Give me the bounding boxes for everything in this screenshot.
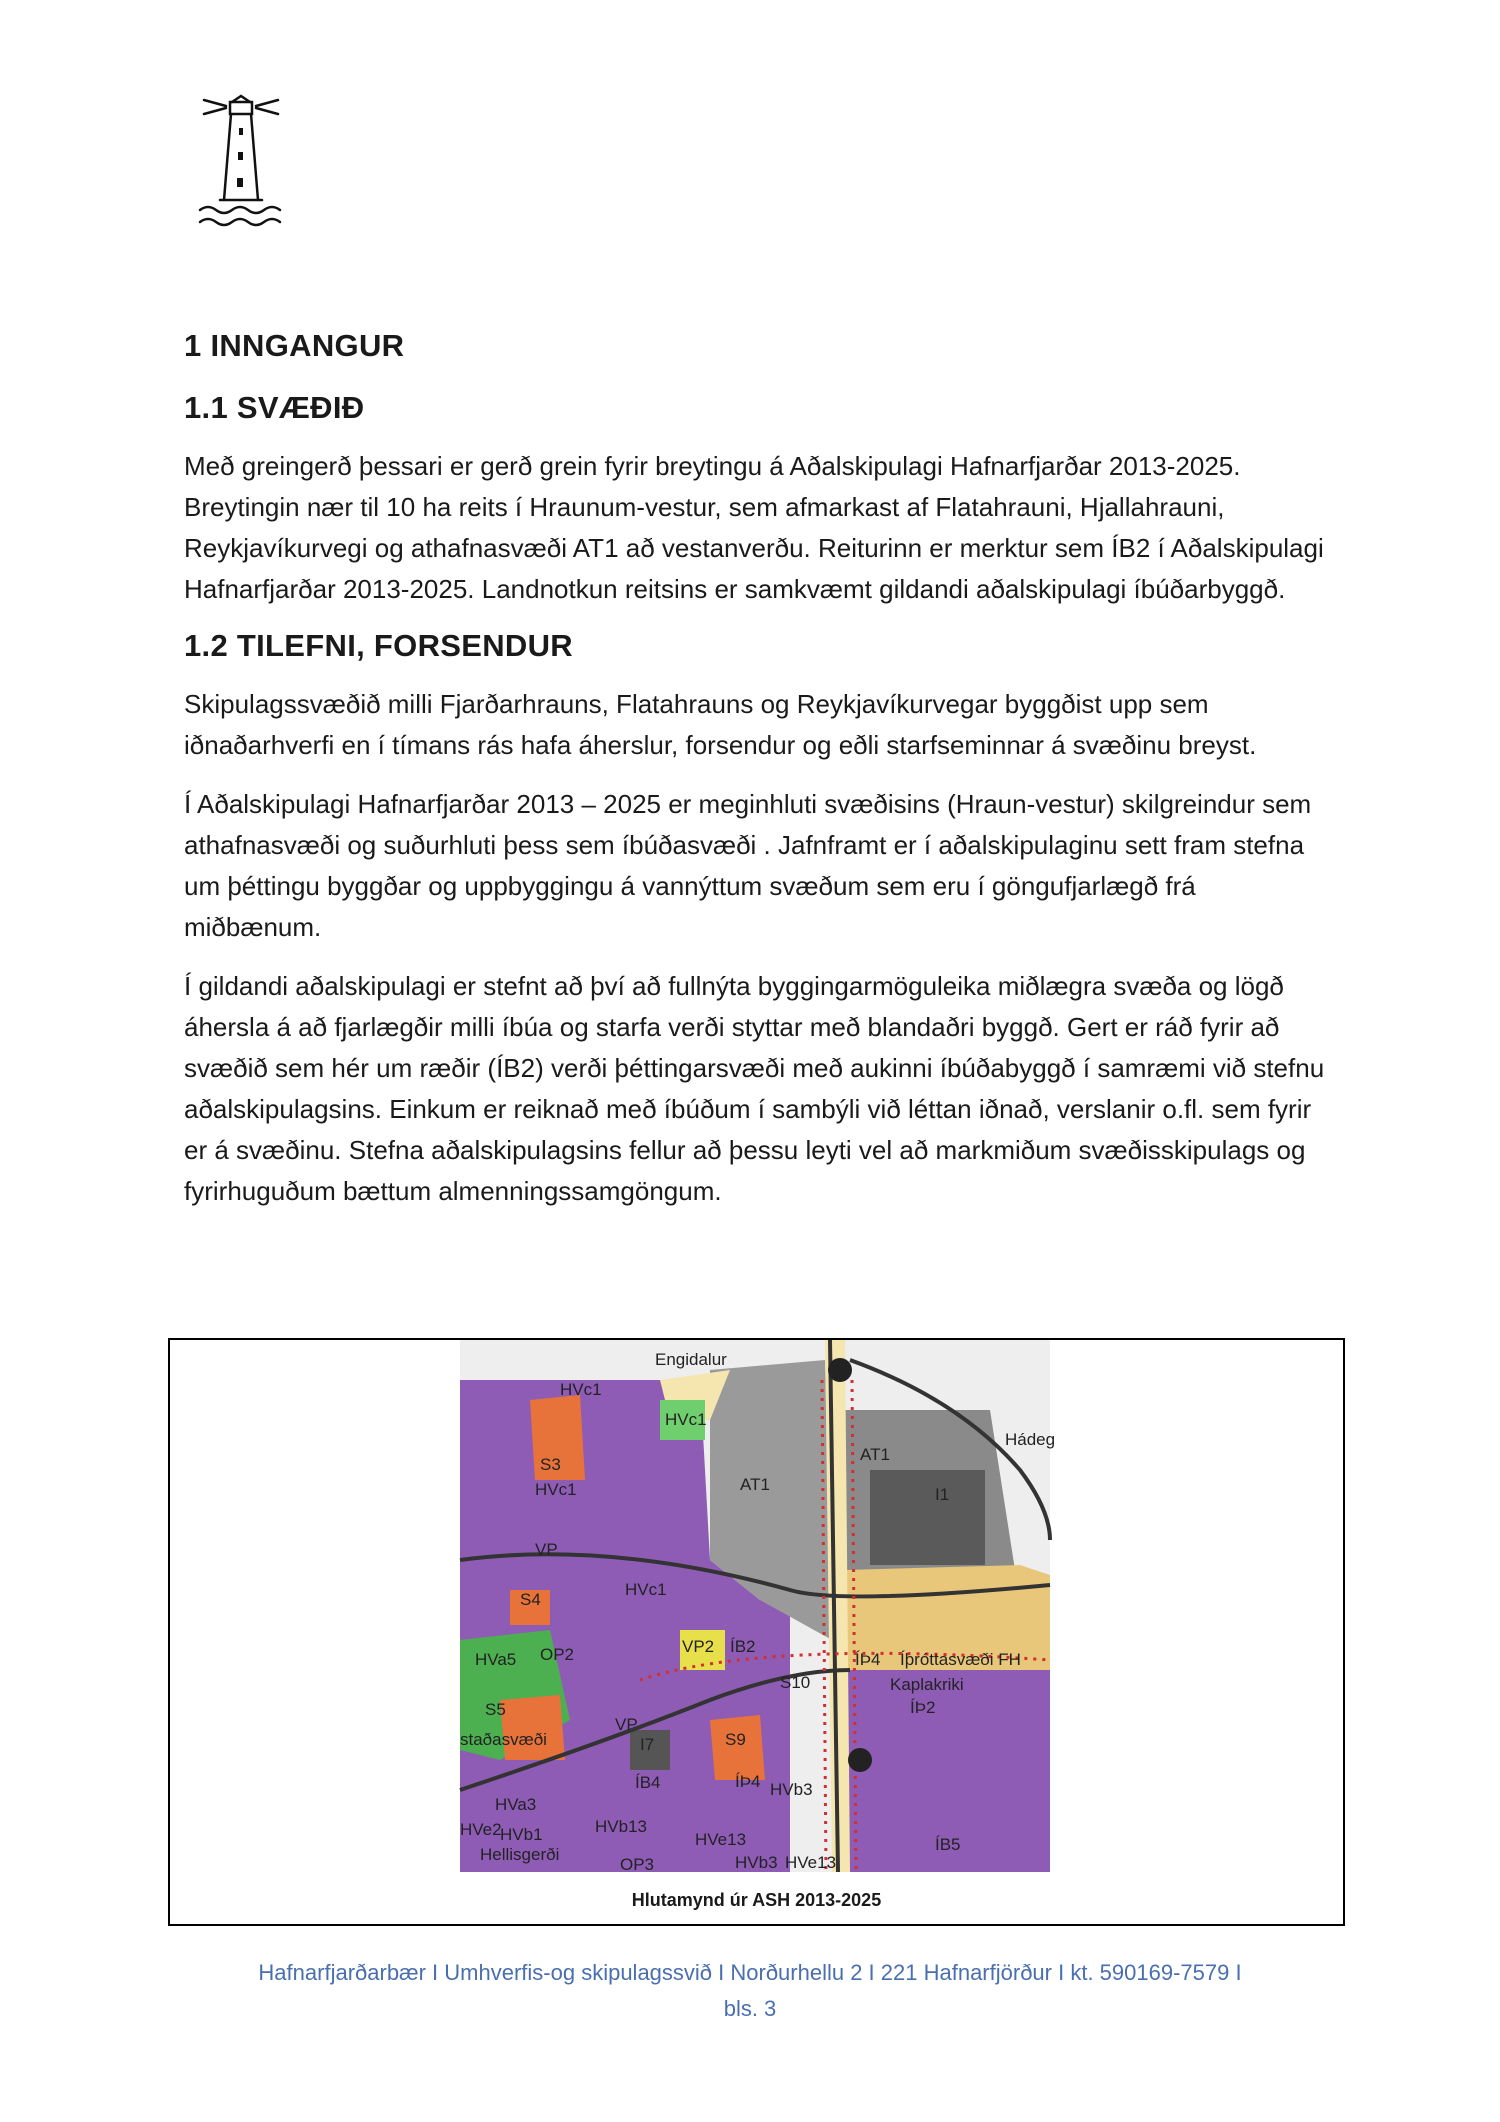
map-label: OP2 [540,1645,575,1664]
map-label: ÍB5 [935,1835,961,1854]
map-label: VP2 [682,1637,715,1656]
map-label: HVc1 [535,1480,577,1499]
lighthouse-logo [196,92,286,228]
section-1-2-paragraph-1: Skipulagssvæðið milli Fjarðarhrauns, Flatahrauns og Reykjavíkurvegar byggðist upp sem iðnaðarhverfi en í tímans rás hafa áherslur, forsendur og eðli starfseminnar á svæðinu breyst. [184,689,1257,760]
footer-address: Hafnarfjarðarbær I Umhverfis-og skipulagssvið I Norðurhellu 2 I 221 Hafnarfjörður I kt. 590169-7579 I [258,1960,1242,1985]
map-label: OP3 [620,1855,655,1874]
map-figure [168,1338,1345,1926]
section-1-1-paragraph: Með greingerð þessari er gerð grein fyrir breytingu á Aðalskipulagi Hafnarfjarðar 2013-2025. Breytingin nær til 10 ha reits í Hraunum-vestur, sem afmarkast af Flatahrauni, Hjallahrauni, Reykjavíkurvegi og athafnasvæði AT1 að vestanverðu. Reiturinn er merktur sem ÍB2 í Aðalskipulagi Hafnarfjarðar 2013-2025. Landnotkun reitsins er samkvæmt gildandi aðalskipulagi íbúðarbyggð. [184,451,1324,604]
page-footer [150,1955,1350,2027]
map-label: HVe2 [460,1820,502,1839]
map-label: ÍÞ4 [735,1772,761,1791]
map-label: ÍB4 [635,1773,661,1792]
section-1-2-paragraph-2: Í Aðalskipulagi Hafnarfjarðar 2013 – 2025 er meginhluti svæðisins (Hraun-vestur) skilgreindur sem athafnasvæði og suðurhluti þess sem íbúðasvæði . Jafnframt er í aðalskipulaginu sett fram stefna um þéttingu byggðar og uppbyggingu á vannýttum svæðum sem eru í göngufjarlægð frá miðbænum. [184,789,1312,942]
map-label-engidalur: Engidalur [655,1350,727,1369]
map-label: staðasvæði [460,1730,547,1749]
document-body [184,328,1334,1230]
map-label: Kaplakriki [890,1675,964,1694]
map-label: HVb1 [500,1825,543,1844]
map-label: S10 [780,1673,811,1692]
map-label: I1 [935,1485,950,1504]
map-label: HVc1 [560,1380,602,1399]
map-label: VP [615,1715,638,1734]
map-label: HVb3 [735,1853,778,1872]
figure-caption: Hlutamynd úr ASH 2013-2025 [631,1890,882,1910]
map-label: HVa5 [475,1650,517,1669]
map-label: HVa3 [495,1795,537,1814]
chapter-heading: 1 INNGANGUR [184,328,405,363]
map-label: Hádeg [1005,1430,1056,1449]
page-number: bls. 3 [723,1996,777,2021]
section-heading-1-2: 1.2 TILEFNI, FORSENDUR [184,628,573,663]
map-label: S3 [540,1455,561,1474]
map-label: HVe13 [695,1830,747,1849]
map-label: Íþróttasvæði FH [900,1650,1021,1669]
map-label: I7 [640,1735,655,1754]
map-label: HVb13 [595,1817,647,1836]
lighthouse-icon [196,92,286,228]
map-label: S4 [520,1590,541,1609]
map-label: ÍB2 [730,1637,756,1656]
map-label: ÍÞ2 [910,1698,936,1717]
map-label: VP [535,1540,558,1559]
map-label: HVb3 [770,1780,813,1799]
zoning-map [460,1340,1056,1874]
section-heading-1-1: 1.1 SVÆÐIÐ [184,390,365,425]
map-label: Hellisgerði [480,1845,560,1864]
map-label: S9 [725,1730,746,1749]
map-label: AT1 [740,1475,770,1494]
map-label: S5 [485,1700,506,1719]
map-label: HVc1 [625,1580,667,1599]
map-label: ÍÞ4 [855,1650,881,1669]
map-label: HVc1 [665,1410,707,1429]
section-1-2-paragraph-3: Í gildandi aðalskipulagi er stefnt að því að fullnýta byggingarmöguleika miðlægra svæða og lögð áhersla á að fjarlægðir milli íbúa og starfa verði styttar með blandaðri byggð. Gert er ráð fyrir að svæðið sem hér um ræðir (ÍB2) verði þéttingarsvæði með aukinni íbúðabyggð í samræmi við stefnu aðalskipulagsins. Einkum er reiknað með íbúðum í sambýli við léttan iðnað, verslanir o.fl. sem fyrir er á svæðinu. Stefna aðalskipulagsins fellur að þessu leyti vel að markmiðum svæðisskipulags og fyrirhuguðum bættum almenningssamgöngum. [184,971,1325,1206]
map-label: AT1 [860,1445,890,1464]
map-label: HVe13 [785,1853,837,1872]
